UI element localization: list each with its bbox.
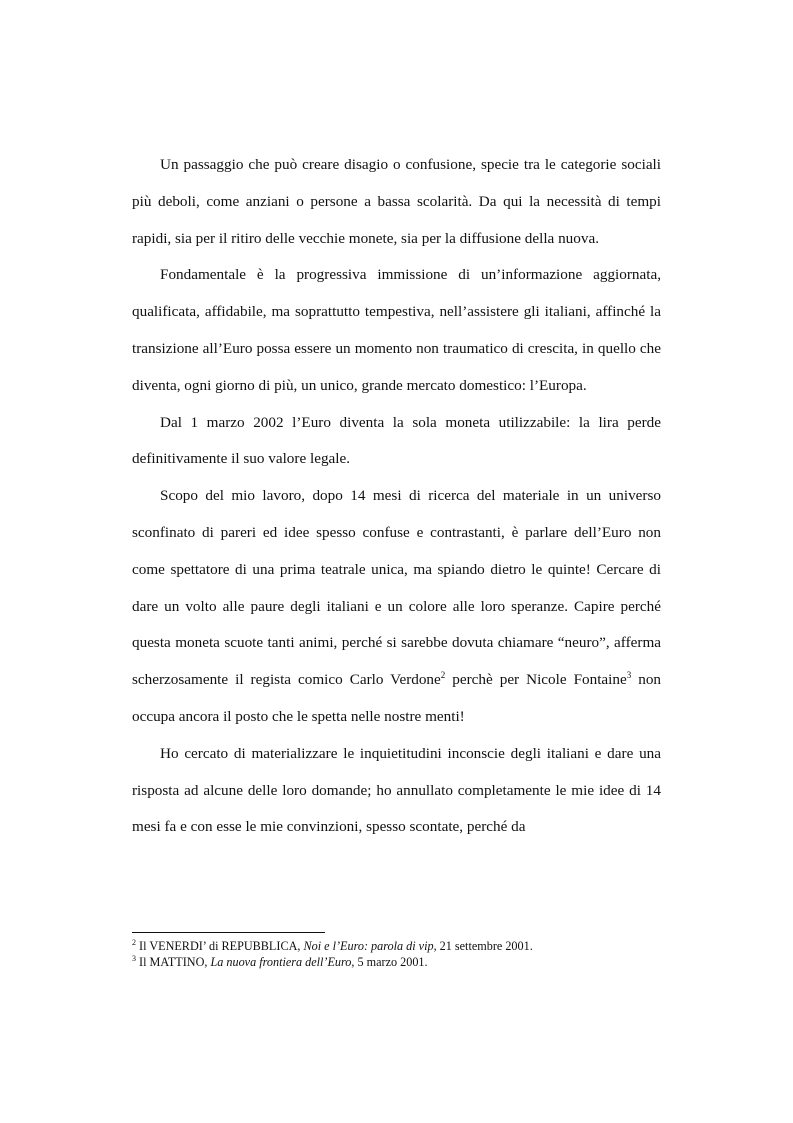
footnote-title: Noi e l’Euro: parola di vip xyxy=(303,939,434,953)
footnote-title: La nuova frontiera dell’Euro xyxy=(210,955,352,969)
paragraph-4 xyxy=(132,478,661,736)
footnote-date: , 5 marzo 2001. xyxy=(351,955,428,969)
paragraph-1: Un passaggio che può creare disagio o confusione, specie tra le categorie sociali più deboli, come anziani o persone a bassa scolarità. Da qui la necessità di tempi rapidi, sia per il ritiro delle vecchie monete, sia per la diffusione della nuova. xyxy=(132,156,661,247)
footnote-ref-2: 2 xyxy=(440,670,446,681)
body-text xyxy=(132,147,661,846)
footnote-source: Il MATTINO, xyxy=(136,955,211,969)
paragraph-4-part-3: non occupa ancora il posto che le spetta nelle nostre menti! xyxy=(132,671,662,725)
footnote-date: , 21 settembre 2001. xyxy=(433,939,533,953)
footnote-2 xyxy=(132,938,692,954)
footnote-number: 2 xyxy=(132,938,136,947)
footnote-3 xyxy=(132,954,692,970)
paragraph-4-part-1: Scopo del mio lavoro, dopo 14 mesi di ricerca del materiale in un universo sconfinato di pareri ed idee spesso confuse e contrastanti, è parlare dell’Euro non come spettatore di una prima teatrale unica, ma spiando dietro le quinte! Cercare di dare un volto alle paure degli italiani e un colore alle loro speranze. Capire perché questa moneta scuote tanti animi, perché si sarebbe dovuta chiamare “neuro”, afferma scherzosamente il regista comico Carlo Verdone xyxy=(132,487,661,689)
footnote-number: 3 xyxy=(132,954,136,963)
paragraph-2: Fondamentale è la progressiva immissione di un’informazione aggiornata, qualificata, affidabile, ma soprattutto tempestiva, nell’assistere gli italiani, affinché la transizione all’Euro possa essere un momento non traumatico di crescita, in quello che diventa, ogni giorno di più, un unico, grande mercato domestico: l’Europa. xyxy=(132,266,661,394)
paragraph-3: Dal 1 marzo 2002 l’Euro diventa la sola moneta utilizzabile: la lira perde definitivamente il suo valore legale. xyxy=(132,413,661,468)
footnote-separator xyxy=(132,932,325,933)
footnote-ref-3: 3 xyxy=(626,670,632,681)
footnote-source: Il VENERDI’ di REPUBBLICA, xyxy=(136,939,304,953)
paragraph-4-part-2: perchè per Nicole Fontaine xyxy=(445,671,627,689)
footnotes xyxy=(132,938,692,970)
paragraph-5: Ho cercato di materializzare le inquietitudini inconscie degli italiani e dare una risposta ad alcune delle loro domande; ho annullato completamente le mie idee di 14 mesi fa e con esse le mie convinzioni, spesso scontate, perché da xyxy=(132,744,661,836)
